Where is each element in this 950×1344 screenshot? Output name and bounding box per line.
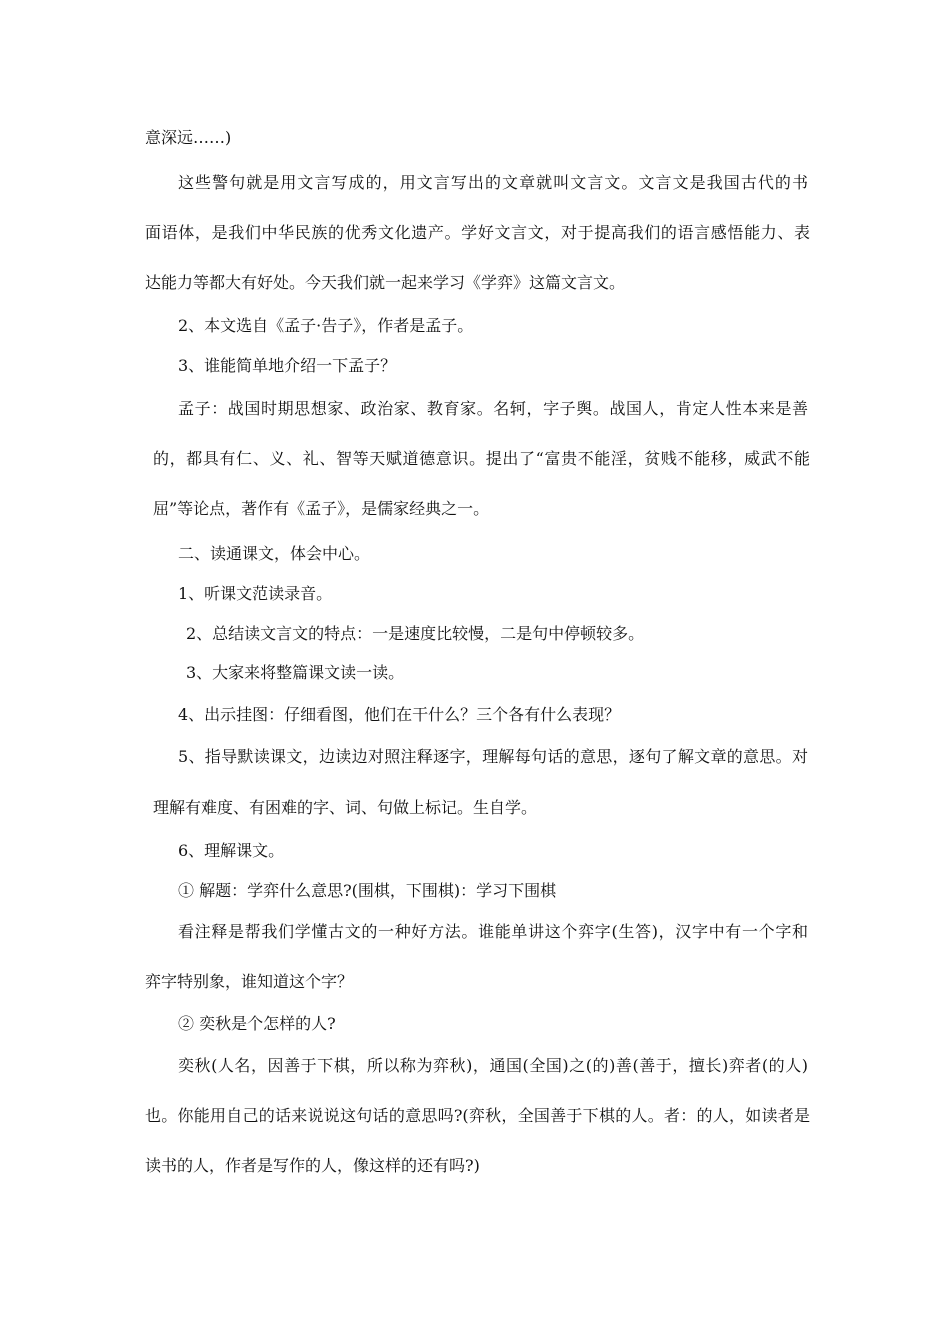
text-line-13: 3、大家来将整篇课文读一读。 [186,663,405,682]
text-line-15: 5、指导默读课文，边读边对照注释逐字，理解每句话的意思，逐句了解文章的意思。对 [178,747,808,766]
text-line-17: 6、理解课文。 [178,841,285,860]
text-line-5: 2、本文选自《孟子·告子》，作者是孟子。 [178,316,474,335]
text-line-8: 的，都具有仁、义、礼、智等天赋道德意识。提出了“富贵不能淫，贫贱不能移，威武不能 [153,449,810,468]
text-line-2: 这些警句就是用文言写成的，用文言写出的文章就叫文言文。文言文是我国古代的书 [178,173,808,192]
text-line-11: 1、听课文范读录音。 [178,584,333,603]
text-line-21: ② 奕秋是个怎样的人? [178,1014,336,1033]
text-line-14: 4、出示挂图：仔细看图，他们在干什么？三个各有什么表现？ [178,705,621,724]
text-line-16: 理解有难度、有困难的字、词、句做上标记。生自学。 [153,798,538,817]
text-line-23: 也。你能用自己的话来说说这句话的意思吗?(弈秋，全国善于下棋的人。者：的人，如读者是 [145,1106,810,1125]
text-line-10: 二、读通课文，体会中心。 [178,544,371,563]
text-line-9: 屈”等论点，著作有《孟子》，是儒家经典之一。 [153,499,490,518]
text-line-22: 奕秋(人名，因善于下棋，所以称为弈秋)，通国(全国)之(的)善(善于，擅长)弈者(的人) [178,1056,808,1075]
text-line-7: 孟子：战国时期思想家、政治家、教育家。名轲，字子舆。战国人，肯定人性本来是善 [178,399,808,418]
text-line-1: 意深远……) [145,128,232,147]
text-line-20: 弈字特别象，谁知道这个字？ [145,972,354,991]
text-line-6: 3、谁能简单地介绍一下孟子？ [178,356,397,375]
text-line-24: 读书的人，作者是写作的人，像这样的还有吗?) [145,1156,480,1175]
text-line-4: 达能力等都大有好处。今天我们就一起来学习《学弈》这篇文言文。 [145,273,626,292]
text-line-18: ① 解题：学弈什么意思?(围棋，下围棋)：学习下围棋 [178,881,557,900]
text-line-12: 2、总结读文言文的特点：一是速度比较慢，二是句中停顿较多。 [186,624,645,643]
text-line-3: 面语体，是我们中华民族的优秀文化遗产。学好文言文，对于提高我们的语言感悟能力、表 [145,223,810,242]
text-line-19: 看注释是帮我们学懂古文的一种好方法。谁能单讲这个弈字(生答)，汉字中有一个字和 [178,922,808,941]
